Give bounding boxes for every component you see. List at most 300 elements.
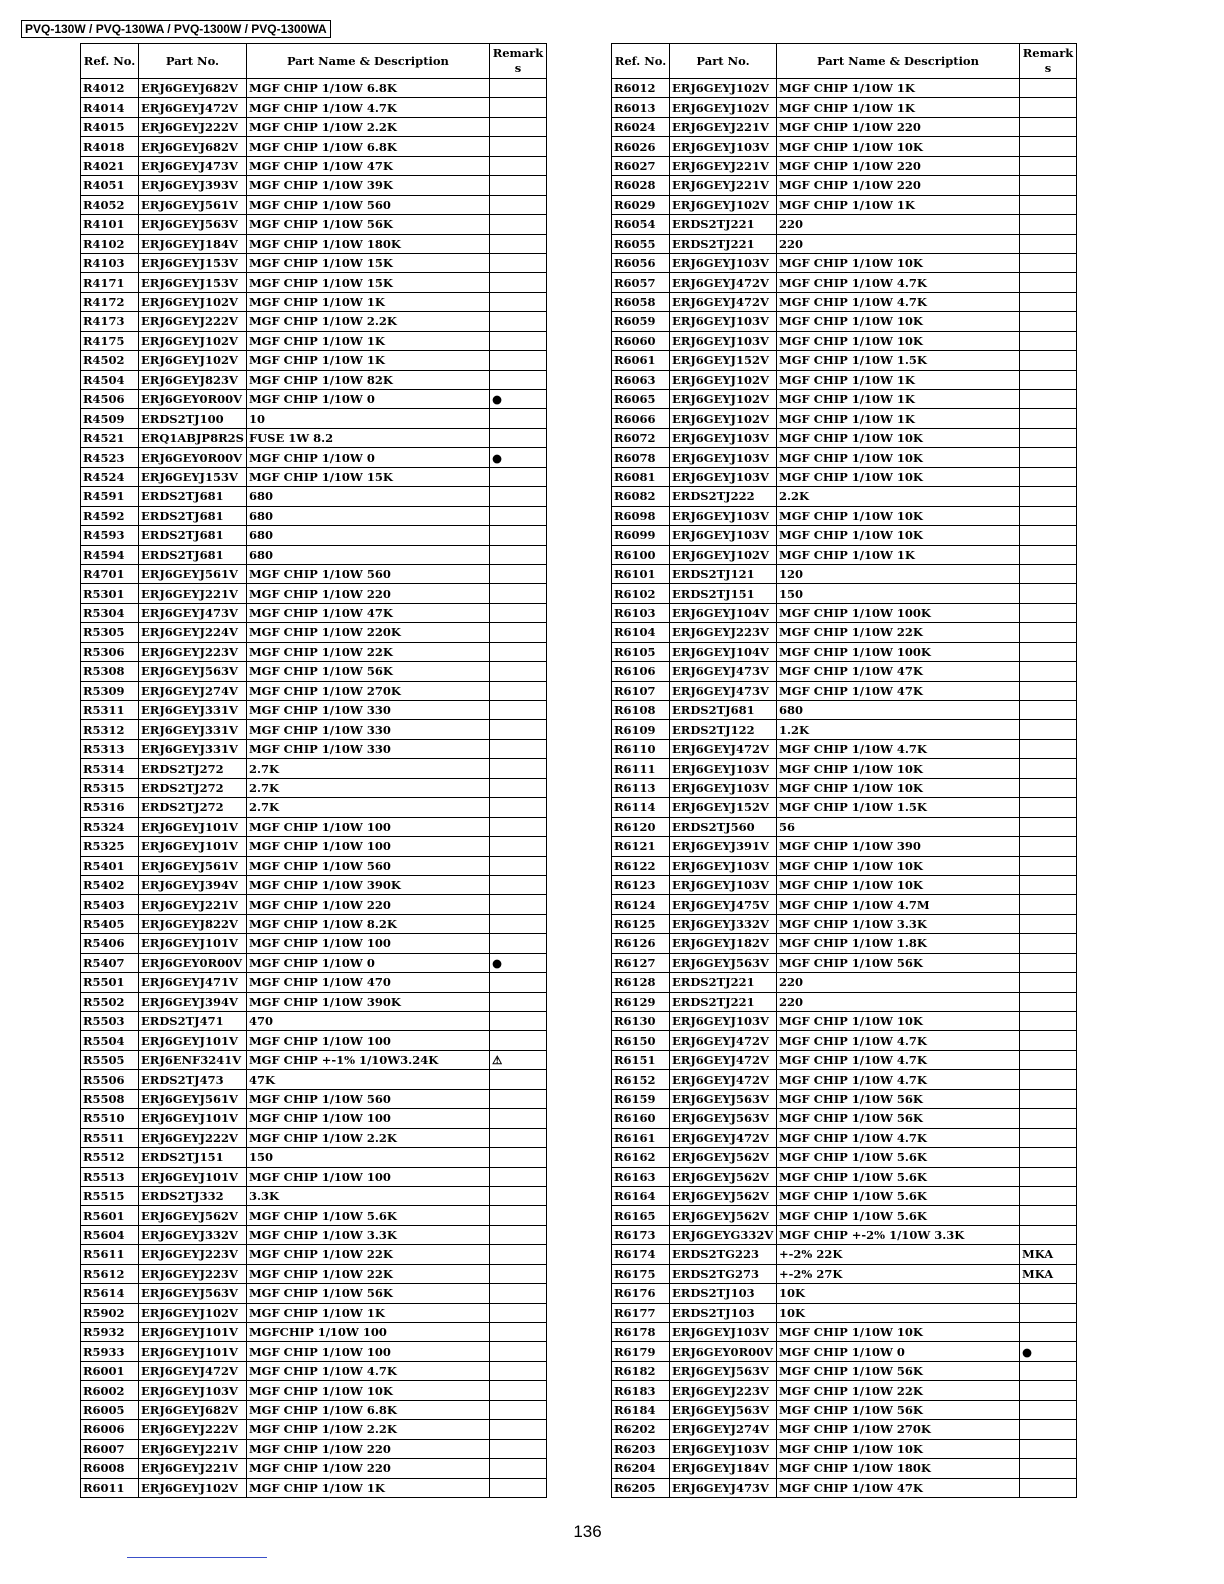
- part-no-cell: ERJ6GEYJ153V: [139, 273, 247, 292]
- remarks-cell: [489, 798, 546, 817]
- remarks-cell: [489, 273, 546, 292]
- description-cell: MGF CHIP 1/10W 5.6K: [777, 1206, 1020, 1225]
- table-row: [612, 351, 1077, 370]
- part-no-cell: ERDS2TJ473: [139, 1070, 247, 1089]
- table-row: [612, 662, 1077, 681]
- ref-no-cell: R5505: [81, 1050, 139, 1069]
- description-cell: MGF CHIP 1/10W 1K: [777, 195, 1020, 214]
- ref-no-cell: R5402: [81, 875, 139, 894]
- remarks-cell: [1020, 564, 1077, 583]
- ref-no-cell: R5313: [81, 739, 139, 758]
- part-no-cell: ERJ6GEYJ103V: [670, 467, 777, 486]
- table-row: [612, 817, 1077, 836]
- remarks-cell: [489, 195, 546, 214]
- description-cell: MGF CHIP 1/10W 56K: [777, 1361, 1020, 1380]
- part-no-cell: ERJ6GEYJ563V: [670, 1089, 777, 1108]
- ref-no-cell: R6178: [612, 1323, 670, 1342]
- table-row: [81, 759, 547, 778]
- table-row: [612, 1284, 1077, 1303]
- part-no-cell: ERDS2TG223: [670, 1245, 777, 1264]
- part-no-cell: ERDS2TJ471: [139, 1012, 247, 1031]
- part-no-cell: ERJ6GEYJ221V: [139, 584, 247, 603]
- ref-no-cell: R5308: [81, 662, 139, 681]
- part-no-cell: ERJ6GEYJ222V: [139, 117, 247, 136]
- ref-no-cell: R4171: [81, 273, 139, 292]
- part-no-cell: ERJ6GEYJ394V: [139, 992, 247, 1011]
- part-no-cell: ERJ6GEYJ221V: [670, 117, 777, 136]
- description-cell: MGF CHIP 1/10W 4.7K: [777, 1128, 1020, 1147]
- table-header-row: [81, 44, 547, 79]
- part-no-cell: ERJ6GEYJ331V: [139, 701, 247, 720]
- table-row: [81, 564, 547, 583]
- part-no-cell: ERJ6GEYJ332V: [139, 1225, 247, 1244]
- description-cell: MGF CHIP 1/10W 390: [777, 837, 1020, 856]
- description-cell: 56: [777, 817, 1020, 836]
- description-cell: MGF CHIP 1/10W 6.8K: [246, 137, 489, 156]
- remarks-cell: [1020, 273, 1077, 292]
- description-cell: MGF CHIP 1/10W 47K: [246, 603, 489, 622]
- table-row: [81, 195, 547, 214]
- description-cell: 220: [777, 215, 1020, 234]
- table-row: [81, 662, 547, 681]
- part-no-cell: ERDS2TJ272: [139, 778, 247, 797]
- part-no-cell: ERJ6GEYJ184V: [139, 234, 247, 253]
- part-no-cell: ERDS2TJ151: [670, 584, 777, 603]
- remarks-cell: [1020, 973, 1077, 992]
- remarks-cell: [1020, 253, 1077, 272]
- description-cell: 3.3K: [246, 1186, 489, 1205]
- part-no-cell: ERJ6GEYJ471V: [139, 973, 247, 992]
- remarks-cell: [489, 1070, 546, 1089]
- description-cell: MGF CHIP 1/10W 100: [246, 1167, 489, 1186]
- remarks-cell: [489, 662, 546, 681]
- table-row: [612, 1342, 1077, 1361]
- remarks-cell: [1020, 953, 1077, 972]
- part-no-cell: ERJ6GEY0R00V: [139, 448, 247, 467]
- ref-no-cell: R6151: [612, 1050, 670, 1069]
- part-no-cell: ERJ6GEYJ563V: [670, 953, 777, 972]
- ref-no-cell: R4506: [81, 390, 139, 409]
- part-no-cell: ERJ6GEYJ473V: [139, 156, 247, 175]
- description-cell: MGF CHIP 1/10W 100: [246, 1342, 489, 1361]
- ref-no-cell: R6205: [612, 1478, 670, 1497]
- description-cell: MGF CHIP 1/10W 100: [246, 1031, 489, 1050]
- part-no-cell: ERJ6GEYJ223V: [670, 1381, 777, 1400]
- table-row: [612, 642, 1077, 661]
- remarks-cell: [489, 875, 546, 894]
- ref-no-cell: R5311: [81, 701, 139, 720]
- ref-no-cell: R5315: [81, 778, 139, 797]
- model-title: PVQ-130W / PVQ-130WA / PVQ-1300W / PVQ-1300WA: [21, 20, 331, 38]
- ref-no-cell: R6011: [81, 1478, 139, 1497]
- remarks-cell: [1020, 895, 1077, 914]
- part-no-cell: ERJ6GEYJ221V: [139, 1459, 247, 1478]
- table-row: [81, 526, 547, 545]
- table-row: [612, 992, 1077, 1011]
- description-cell: MGF CHIP 1/10W 100: [246, 934, 489, 953]
- table-row: [612, 117, 1077, 136]
- ref-no-cell: R5513: [81, 1167, 139, 1186]
- ref-no-cell: R6098: [612, 506, 670, 525]
- description-cell: MGF CHIP 1/10W 2.2K: [246, 1420, 489, 1439]
- description-cell: 1.2K: [777, 720, 1020, 739]
- description-cell: MGF CHIP 1/10W 6.8K: [246, 1400, 489, 1419]
- part-no-cell: ERJ6GEYJ823V: [139, 370, 247, 389]
- remarks-cell: [1020, 1303, 1077, 1322]
- description-cell: MGF CHIP 1/10W 1K: [246, 1303, 489, 1322]
- description-cell: MGF CHIP 1/10W 2.2K: [246, 1128, 489, 1147]
- part-no-cell: ERJ6GEYJ393V: [139, 176, 247, 195]
- remarks-cell: [1020, 1050, 1077, 1069]
- table-row: [612, 1400, 1077, 1419]
- description-cell: MGF CHIP 1/10W 1.5K: [777, 351, 1020, 370]
- part-no-cell: ERJ6GEYJ102V: [670, 98, 777, 117]
- part-no-cell: ERJ6GEYJ103V: [670, 331, 777, 350]
- ref-no-cell: R4102: [81, 234, 139, 253]
- ref-no-cell: R6002: [81, 1381, 139, 1400]
- description-cell: 680: [777, 701, 1020, 720]
- part-no-cell: ERJ6GEY0R00V: [139, 953, 247, 972]
- description-cell: MGF CHIP 1/10W 4.7K: [246, 1361, 489, 1380]
- table-body-left: [81, 79, 547, 1498]
- remarks-cell: [1020, 195, 1077, 214]
- ref-no-cell: R5932: [81, 1323, 139, 1342]
- ref-no-cell: R5406: [81, 934, 139, 953]
- part-no-cell: ERJ6ENF3241V: [139, 1050, 247, 1069]
- remarks-cell: [1020, 701, 1077, 720]
- remarks-cell: [1020, 176, 1077, 195]
- part-no-cell: ERJ6GEYJ562V: [670, 1186, 777, 1205]
- description-cell: MGF CHIP 1/10W 56K: [777, 1400, 1020, 1419]
- table-row: [81, 1361, 547, 1380]
- ref-no-cell: R6110: [612, 739, 670, 758]
- remarks-cell: [489, 1323, 546, 1342]
- ref-no-cell: R4593: [81, 526, 139, 545]
- part-no-cell: ERJ6GEYJ331V: [139, 720, 247, 739]
- remarks-cell: [489, 584, 546, 603]
- part-no-cell: ERJ6GEYJ221V: [139, 1439, 247, 1458]
- remarks-cell: [1020, 467, 1077, 486]
- description-cell: MGF CHIP 1/10W 56K: [246, 662, 489, 681]
- description-cell: MGF CHIP 1/10W 56K: [777, 1089, 1020, 1108]
- ref-no-cell: R5515: [81, 1186, 139, 1205]
- ref-no-cell: R6054: [612, 215, 670, 234]
- remarks-cell: [489, 895, 546, 914]
- header-remarks: Remark s: [1020, 44, 1077, 79]
- remarks-cell: [1020, 409, 1077, 428]
- table-row: [612, 467, 1077, 486]
- description-cell: MGF CHIP 1/10W 0: [246, 448, 489, 467]
- table-row: [81, 1420, 547, 1439]
- remarks-cell: [1020, 331, 1077, 350]
- description-cell: MGF CHIP 1/10W 4.7K: [777, 1070, 1020, 1089]
- remarks-cell: MKA: [1020, 1245, 1077, 1264]
- description-cell: MGF CHIP 1/10W 10K: [777, 448, 1020, 467]
- ref-no-cell: R6175: [612, 1264, 670, 1283]
- ref-no-cell: R6027: [612, 156, 670, 175]
- ref-no-cell: R4594: [81, 545, 139, 564]
- ref-no-cell: R4523: [81, 448, 139, 467]
- part-no-cell: ERJ6GEYJ562V: [670, 1167, 777, 1186]
- description-cell: MGF CHIP 1/10W 330: [246, 701, 489, 720]
- description-cell: MGF CHIP 1/10W 10K: [777, 331, 1020, 350]
- part-no-cell: ERJ6GEYJ102V: [139, 1303, 247, 1322]
- ref-no-cell: R6001: [81, 1361, 139, 1380]
- ref-no-cell: R4014: [81, 98, 139, 117]
- remarks-cell: [489, 1284, 546, 1303]
- remarks-cell: [489, 739, 546, 758]
- remarks-cell: [1020, 292, 1077, 311]
- remarks-cell: [1020, 428, 1077, 447]
- remarks-cell: [489, 973, 546, 992]
- table-row: [612, 681, 1077, 700]
- part-no-cell: ERJ6GEYJ101V: [139, 1323, 247, 1342]
- part-no-cell: ERDS2TJ681: [139, 526, 247, 545]
- table-row: [612, 1186, 1077, 1205]
- part-no-cell: ERJ6GEYJ221V: [139, 895, 247, 914]
- description-cell: 680: [246, 526, 489, 545]
- table-row: [81, 1012, 547, 1031]
- remarks-cell: [489, 292, 546, 311]
- remarks-cell: [1020, 1478, 1077, 1497]
- part-no-cell: ERJ6GEYJ221V: [670, 156, 777, 175]
- remarks-cell: [489, 1245, 546, 1264]
- table-row: [81, 856, 547, 875]
- part-no-cell: ERDS2TJ681: [670, 701, 777, 720]
- description-cell: MGF CHIP 1/10W 4.7K: [777, 292, 1020, 311]
- ref-no-cell: R5508: [81, 1089, 139, 1108]
- remarks-cell: [489, 234, 546, 253]
- part-no-cell: ERJ6GEYJ103V: [670, 253, 777, 272]
- remarks-cell: [1020, 778, 1077, 797]
- ref-no-cell: R6006: [81, 1420, 139, 1439]
- remarks-cell: [1020, 1148, 1077, 1167]
- part-no-cell: ERJ6GEYJ102V: [670, 409, 777, 428]
- table-row: [612, 1148, 1077, 1167]
- table-row: [81, 1225, 547, 1244]
- part-no-cell: ERJ6GEYJ473V: [670, 681, 777, 700]
- table-row: [81, 1284, 547, 1303]
- table-row: [612, 156, 1077, 175]
- remarks-cell: [489, 720, 546, 739]
- description-cell: MGF CHIP 1/10W 47K: [246, 156, 489, 175]
- ref-no-cell: R4051: [81, 176, 139, 195]
- description-cell: MGF CHIP 1/10W 1.8K: [777, 934, 1020, 953]
- table-row: [612, 1420, 1077, 1439]
- remarks-cell: ⚠: [489, 1050, 546, 1069]
- ref-no-cell: R4591: [81, 487, 139, 506]
- ref-no-cell: R6105: [612, 642, 670, 661]
- remarks-cell: [489, 1381, 546, 1400]
- part-no-cell: ERDS2TJ151: [139, 1148, 247, 1167]
- part-no-cell: ERDS2TG273: [670, 1264, 777, 1283]
- part-no-cell: ERJ6GEYJ103V: [670, 312, 777, 331]
- part-no-cell: ERDS2TJ681: [139, 506, 247, 525]
- table-row: [81, 215, 547, 234]
- header-part-no: Part No.: [670, 44, 777, 79]
- description-cell: 150: [246, 1148, 489, 1167]
- table-row: [81, 895, 547, 914]
- table-row: [612, 1303, 1077, 1322]
- ref-no-cell: R5604: [81, 1225, 139, 1244]
- ref-no-cell: R4521: [81, 428, 139, 447]
- part-no-cell: ERJ6GEYJ562V: [670, 1206, 777, 1225]
- ref-no-cell: R6176: [612, 1284, 670, 1303]
- ref-no-cell: R6104: [612, 623, 670, 642]
- description-cell: 220: [777, 973, 1020, 992]
- table-row: [81, 1459, 547, 1478]
- description-cell: MGF CHIP 1/10W 1K: [777, 409, 1020, 428]
- ref-no-cell: R5314: [81, 759, 139, 778]
- remarks-cell: [489, 778, 546, 797]
- remarks-cell: [489, 312, 546, 331]
- remarks-cell: [1020, 526, 1077, 545]
- part-no-cell: ERJ6GEYJ563V: [139, 1284, 247, 1303]
- header-part-no: Part No.: [139, 44, 247, 79]
- table-row: [81, 778, 547, 797]
- remarks-cell: [489, 137, 546, 156]
- table-row: [81, 1031, 547, 1050]
- part-no-cell: ERJ6GEYJ153V: [139, 467, 247, 486]
- remarks-cell: [489, 701, 546, 720]
- description-cell: 2.7K: [246, 778, 489, 797]
- table-body-right: [612, 79, 1077, 1498]
- ref-no-cell: R6122: [612, 856, 670, 875]
- table-row: [612, 409, 1077, 428]
- part-no-cell: ERDS2TJ221: [670, 973, 777, 992]
- table-row: [612, 1439, 1077, 1458]
- table-row: [81, 506, 547, 525]
- table-row: [612, 914, 1077, 933]
- description-cell: +-2% 27K: [777, 1264, 1020, 1283]
- description-cell: MGF CHIP 1/10W 180K: [777, 1459, 1020, 1478]
- description-cell: MGF CHIP 1/10W 560: [246, 564, 489, 583]
- ref-no-cell: R6100: [612, 545, 670, 564]
- part-no-cell: ERJ6GEYJ102V: [139, 1478, 247, 1497]
- table-row: [612, 1089, 1077, 1108]
- part-no-cell: ERJ6GEYJ473V: [670, 662, 777, 681]
- part-no-cell: ERJ6GEYJ184V: [670, 1459, 777, 1478]
- ref-no-cell: R6099: [612, 526, 670, 545]
- ref-no-cell: R4012: [81, 79, 139, 98]
- table-row: [81, 798, 547, 817]
- table-row: [81, 331, 547, 350]
- table-row: [612, 1070, 1077, 1089]
- description-cell: MGF CHIP 1/10W 5.6K: [777, 1186, 1020, 1205]
- table-row: [81, 98, 547, 117]
- table-row: [81, 837, 547, 856]
- remarks-cell: [1020, 370, 1077, 389]
- table-row: [81, 934, 547, 953]
- part-no-cell: ERJ6GEYJ682V: [139, 1400, 247, 1419]
- ref-no-cell: R6114: [612, 798, 670, 817]
- part-no-cell: ERJ6GEYJ223V: [139, 1264, 247, 1283]
- part-no-cell: ERJ6GEYJ103V: [670, 1323, 777, 1342]
- table-row: [612, 234, 1077, 253]
- part-no-cell: ERJ6GEYJ103V: [670, 448, 777, 467]
- part-no-cell: ERJ6GEYJ103V: [670, 137, 777, 156]
- table-row: [612, 875, 1077, 894]
- part-no-cell: ERJ6GEYJ472V: [139, 98, 247, 117]
- part-no-cell: ERQ1ABJP8R2S: [139, 428, 247, 447]
- description-cell: MGF CHIP 1/10W 100: [246, 837, 489, 856]
- part-no-cell: ERJ6GEYJ682V: [139, 79, 247, 98]
- remarks-cell: [1020, 98, 1077, 117]
- part-no-cell: ERJ6GEYJ102V: [139, 331, 247, 350]
- description-cell: MGF CHIP 1/10W 4.7K: [777, 1050, 1020, 1069]
- ref-no-cell: R6152: [612, 1070, 670, 1089]
- ref-no-cell: R6078: [612, 448, 670, 467]
- ref-no-cell: R5501: [81, 973, 139, 992]
- part-no-cell: ERJ6GEYJ103V: [670, 526, 777, 545]
- description-cell: MGF CHIP 1/10W 47K: [777, 681, 1020, 700]
- table-row: [81, 156, 547, 175]
- part-no-cell: ERDS2TJ221: [670, 992, 777, 1011]
- part-no-cell: ERJ6GEYJ223V: [670, 623, 777, 642]
- table-row: [81, 1206, 547, 1225]
- table-row: [81, 1264, 547, 1283]
- description-cell: MGF CHIP 1/10W 100K: [777, 642, 1020, 661]
- description-cell: MGF CHIP 1/10W 10K: [777, 428, 1020, 447]
- remarks-cell: [489, 817, 546, 836]
- table-row: [81, 914, 547, 933]
- part-no-cell: ERJ6GEYJ103V: [139, 1381, 247, 1400]
- description-cell: MGFCHIP 1/10W 100: [246, 1323, 489, 1342]
- table-row: [612, 1109, 1077, 1128]
- ref-no-cell: R5601: [81, 1206, 139, 1225]
- ref-no-cell: R6127: [612, 953, 670, 972]
- remarks-cell: [1020, 1225, 1077, 1244]
- description-cell: 2.2K: [777, 487, 1020, 506]
- ref-no-cell: R6204: [612, 1459, 670, 1478]
- table-row: [612, 1245, 1077, 1264]
- description-cell: MGF CHIP 1/10W 10K: [777, 312, 1020, 331]
- table-row: [81, 603, 547, 622]
- remarks-cell: [1020, 992, 1077, 1011]
- remarks-cell: [489, 215, 546, 234]
- remarks-cell: [1020, 1167, 1077, 1186]
- table-row: [81, 176, 547, 195]
- part-no-cell: ERJ6GEYJ222V: [139, 312, 247, 331]
- remarks-cell: ●: [489, 390, 546, 409]
- ref-no-cell: R6007: [81, 1439, 139, 1458]
- part-no-cell: ERJ6GEYJ104V: [670, 603, 777, 622]
- table-row: [81, 312, 547, 331]
- description-cell: MGF CHIP 1/10W 220: [777, 117, 1020, 136]
- remarks-cell: [489, 914, 546, 933]
- description-cell: MGF CHIP 1/10W 3.3K: [777, 914, 1020, 933]
- part-no-cell: ERDS2TJ222: [670, 487, 777, 506]
- description-cell: MGF CHIP 1/10W 10K: [777, 137, 1020, 156]
- remarks-cell: [1020, 817, 1077, 836]
- ref-no-cell: R6082: [612, 487, 670, 506]
- description-cell: MGF CHIP 1/10W 22K: [246, 642, 489, 661]
- table-row: [612, 603, 1077, 622]
- ref-no-cell: R4015: [81, 117, 139, 136]
- table-row: [81, 1148, 547, 1167]
- part-no-cell: ERDS2TJ122: [670, 720, 777, 739]
- table-row: [81, 739, 547, 758]
- ref-no-cell: R6183: [612, 1381, 670, 1400]
- part-no-cell: ERJ6GEYJ682V: [139, 137, 247, 156]
- table-row: [612, 370, 1077, 389]
- table-row: [612, 312, 1077, 331]
- part-no-cell: ERJ6GEYJ822V: [139, 914, 247, 933]
- description-cell: MGF CHIP 1/10W 4.7K: [246, 98, 489, 117]
- table-row: [612, 545, 1077, 564]
- remarks-cell: [489, 428, 546, 447]
- ref-no-cell: R4504: [81, 370, 139, 389]
